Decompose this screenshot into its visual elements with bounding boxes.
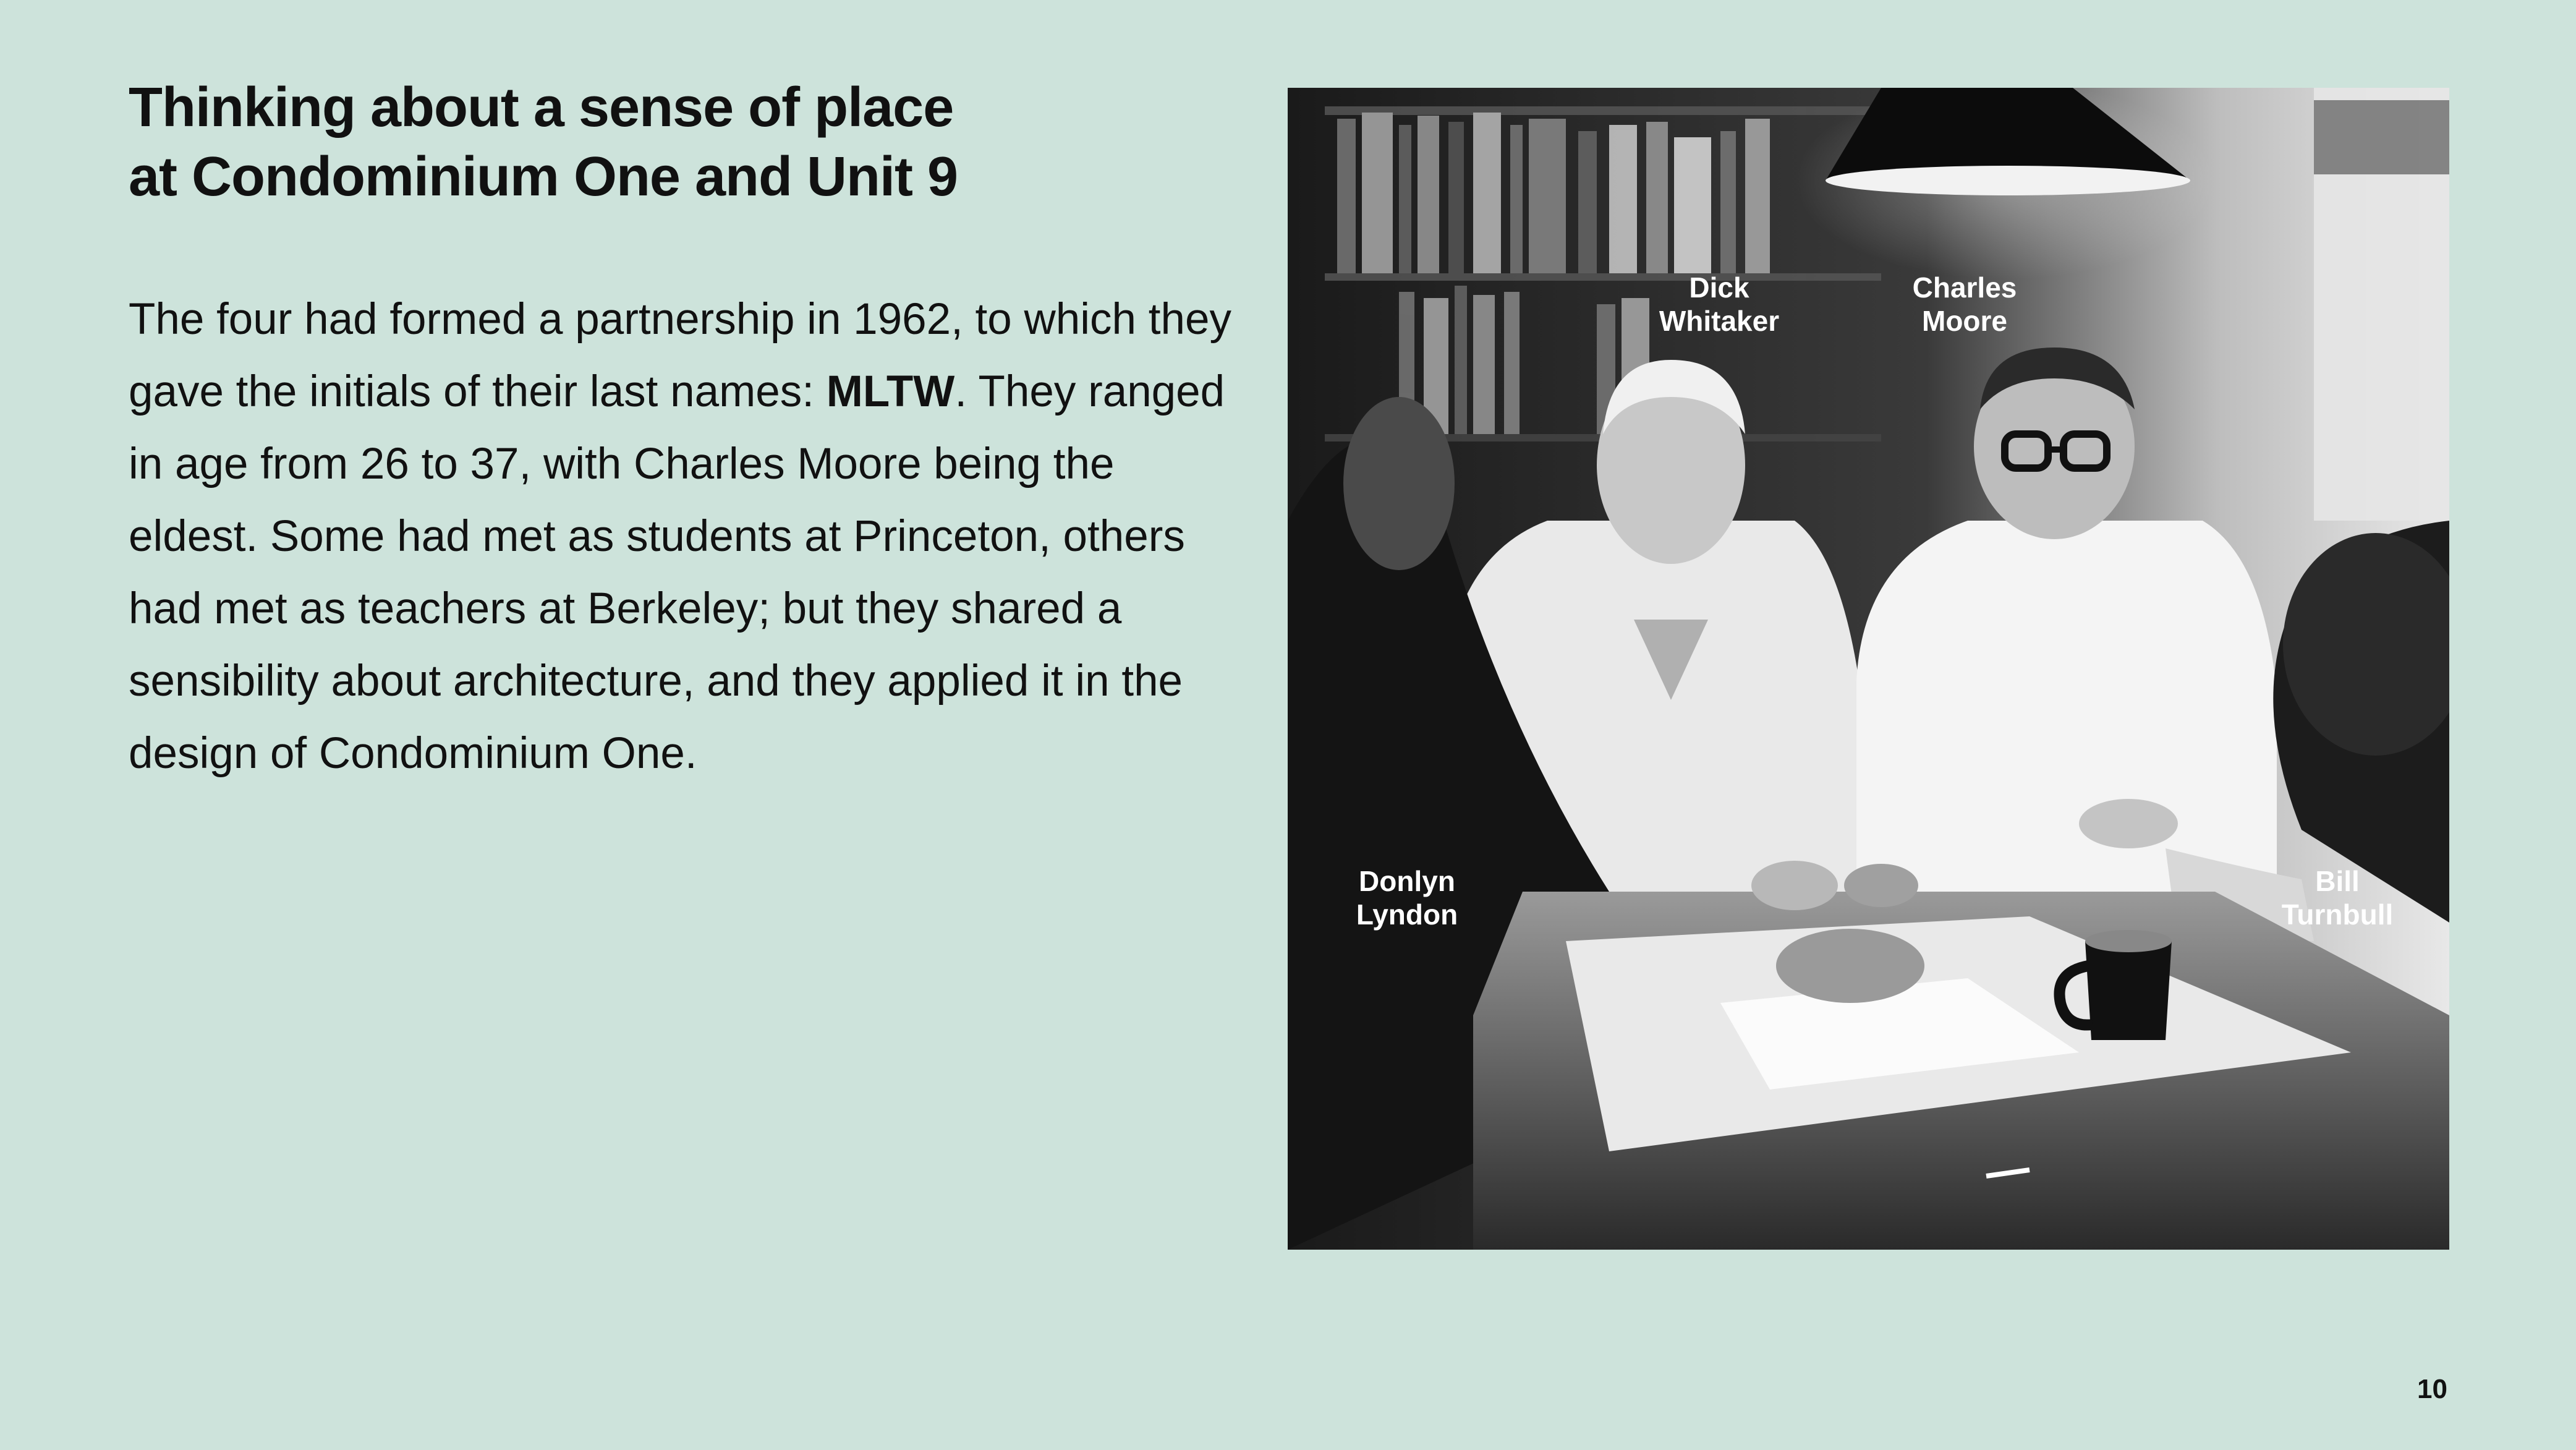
page-number: 10 [2417, 1374, 2447, 1404]
title-line-1: Thinking about a sense of place [129, 77, 954, 139]
caption-charles-moore: Charles Moore [1912, 271, 2017, 337]
photo-illustration [1288, 88, 2449, 1250]
group-photo [1288, 88, 2449, 1250]
body-text-before-bold: The four had formed a partnership in 1962, to which they gave the initials of their last names: [129, 295, 1231, 416]
caption-bill-turnbull: Bill Turnbull [2281, 865, 2394, 931]
body-paragraph [129, 283, 1241, 790]
table [1473, 892, 2449, 1250]
body-text-bold-initials: MLTW [826, 367, 955, 416]
body-text-after-bold: . They ranged in age from 26 to 37, with Charles Moore being the eldest. Some had met as students at Princeton, others had met as teachers at Berkeley; but they shared a sensibility about architecture, and they applied it in the design of Condominium One. [129, 367, 1225, 778]
page-title [129, 73, 1241, 211]
caption-donlyn-lyndon: Donlyn Lyndon [1356, 865, 1458, 931]
caption-dick-whitaker: Dick Whitaker [1659, 271, 1780, 337]
title-line-2: at Condominium One and Unit 9 [129, 146, 958, 208]
pendant-lamp [1795, 88, 2215, 279]
